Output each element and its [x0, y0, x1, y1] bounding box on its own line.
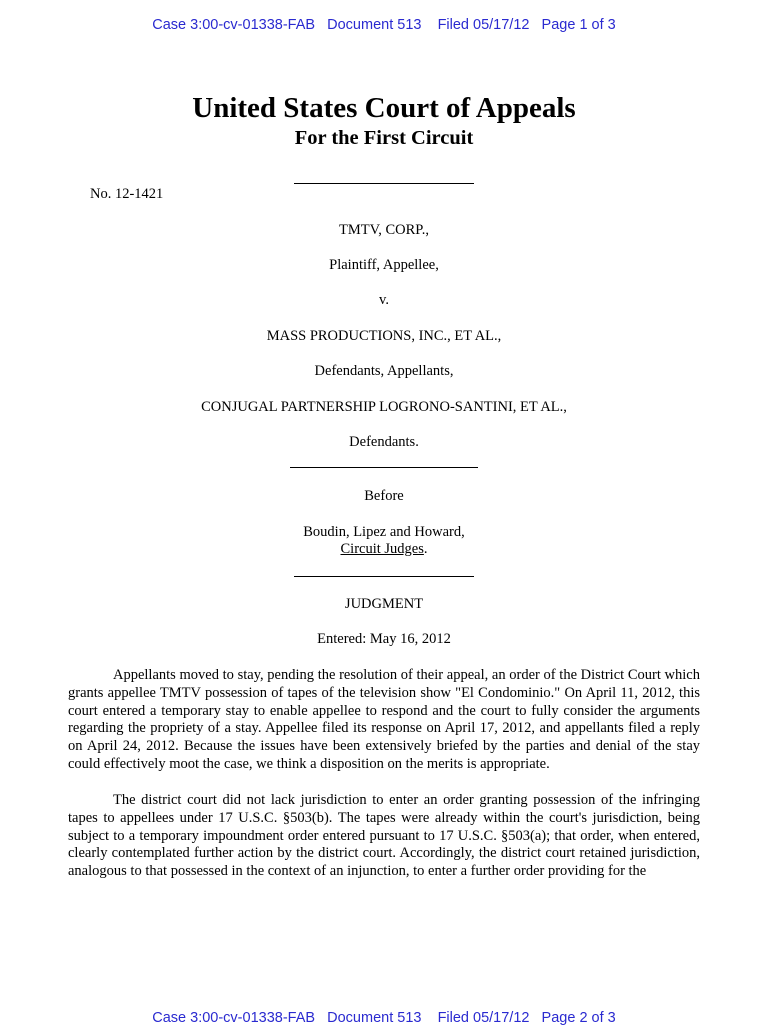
judgment-heading: JUDGMENT [344, 596, 424, 612]
judges-title-suffix: . [423, 541, 428, 557]
court-title: United States Court of Appeals [192, 92, 576, 124]
versus: v. [379, 292, 389, 308]
panel-before: Before [364, 488, 404, 504]
footer-case-stamp: Case 3:00-cv-01338-FAB Document 513 Filed 05/17/12 Page 2 of 3 [152, 1010, 616, 1026]
panel-judges-title [0, 541, 768, 558]
defendant-2-role: Defendants. [349, 434, 419, 450]
body-paragraph: The district court did not lack jurisdiction to enter an order granting possession of the infringing tapes to appellees under 17 U.S.C. §503(b). The tapes were already within the court's jurisdiction, being subject to a temporary impoundment order entered pursuant to 17 U.S.C. §503(a); that order, when entered, clearly contemplated further action by the district court. Accordingly, the district court retained jurisdiction, analogous to that possessed in the context of an injunction, to enter a further order providing for the [68, 792, 700, 880]
body-paragraph: Appellants moved to stay, pending the resolution of their appeal, an order of the District Court which grants appellee TMTV possession of tapes of the television show "El Condominio." On April 11, 2012, this court entered a temporary stay to enable appellee to respond and the court to fully consider the arguments regarding the propriety of a stay. Appellee filed its response on April 17, 2012, and appellants filed a reply on April 24, 2012. Because the issues have been extensively briefed by the parties and denial of the stay could effectively moot the case, we think a disposition on the merits is appropriate. [68, 667, 700, 772]
defendant-2-name: CONJUGAL PARTNERSHIP LOGRONO-SANTINI, ET AL., [201, 399, 567, 415]
divider-rule [294, 576, 474, 577]
divider-rule [290, 467, 478, 468]
defendant-1-role: Defendants, Appellants, [314, 363, 454, 379]
panel-judges: Boudin, Lipez and Howard, [303, 524, 465, 540]
plaintiff-role: Plaintiff, Appellee, [329, 257, 439, 273]
judgment-entered-date: Entered: May 16, 2012 [317, 631, 451, 647]
court-subtitle: For the First Circuit [294, 127, 474, 149]
judges-title-text: Circuit Judges [340, 541, 424, 557]
plaintiff-name: TMTV, CORP., [339, 222, 429, 238]
docket-number: No. 12-1421 [90, 186, 164, 202]
header-case-stamp: Case 3:00-cv-01338-FAB Document 513 Filed 05/17/12 Page 1 of 3 [152, 17, 616, 33]
divider-rule [294, 183, 474, 184]
defendant-1-name: MASS PRODUCTIONS, INC., ET AL., [266, 328, 502, 344]
